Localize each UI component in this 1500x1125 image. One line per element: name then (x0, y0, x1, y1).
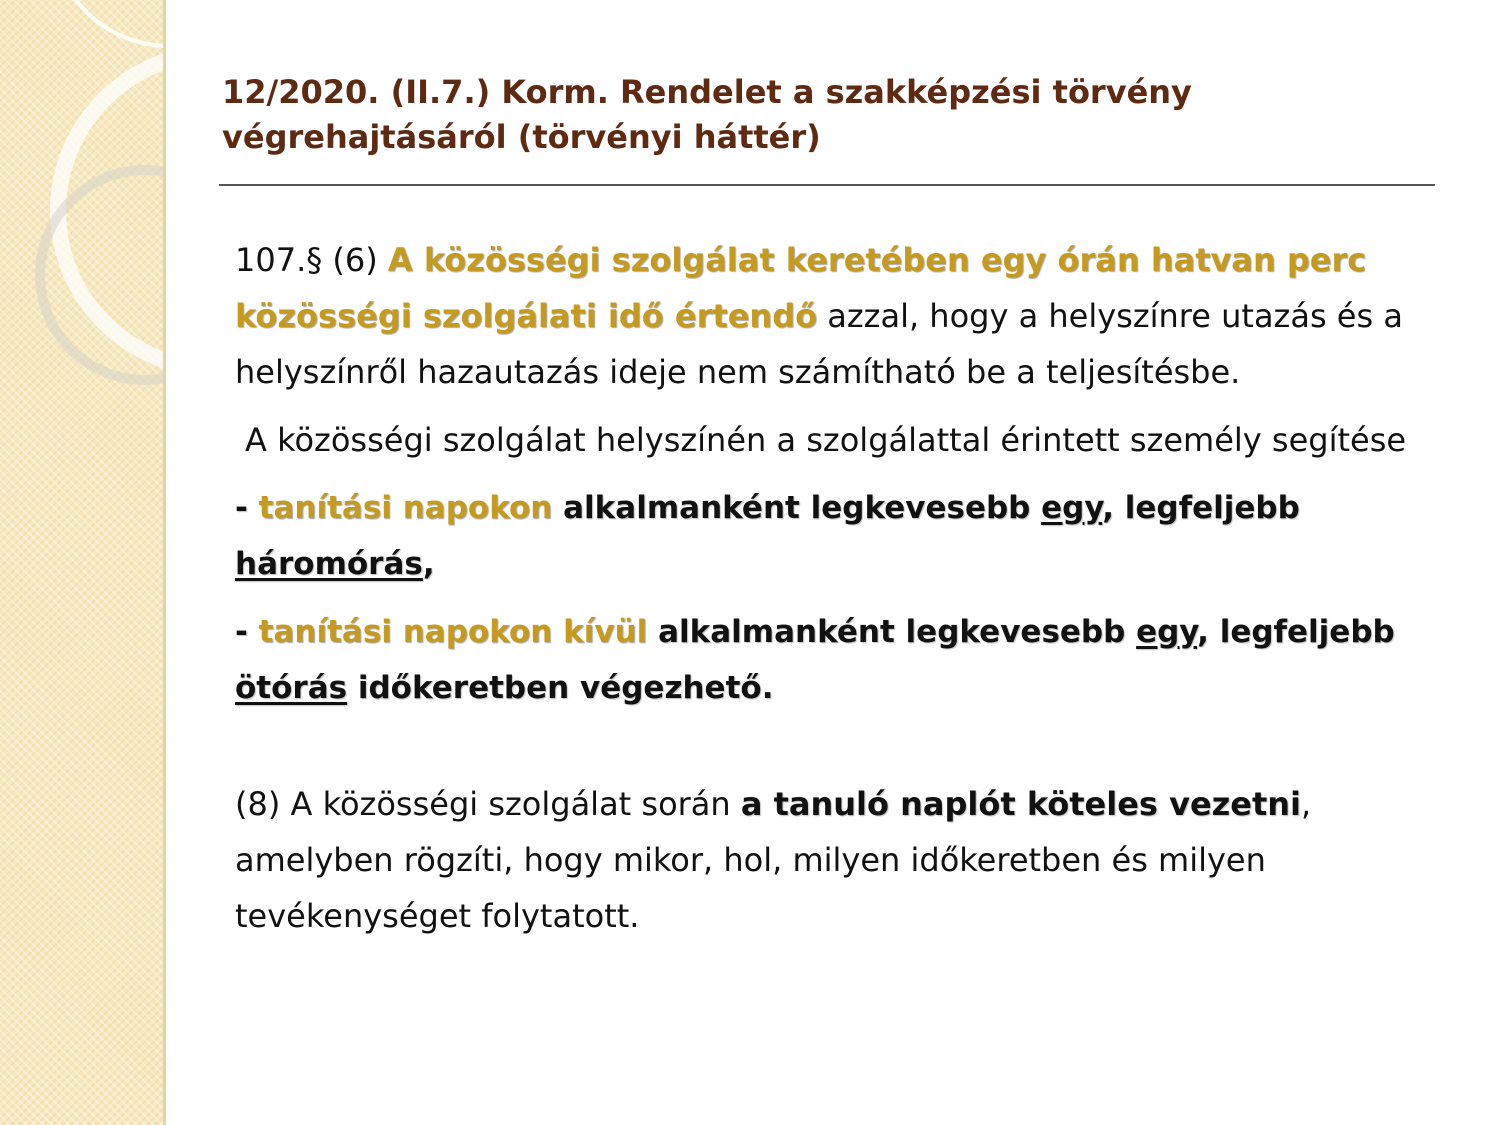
title-line-1: 12/2020. (II.7.) Korm. Rendelet a szakképzési törvény (222, 73, 1192, 111)
title-line-2: végrehajtásáról (törvényi háttér) (222, 118, 821, 156)
paragraph-8 (235, 776, 1430, 944)
bold-text: a tanuló naplót köteles vezetni (740, 785, 1302, 823)
bullet-dash: - (235, 490, 259, 526)
underlined-text: egy (1041, 490, 1103, 526)
bullet-text: alkalmanként legkevesebb (647, 614, 1137, 650)
underlined-text: ötórás (235, 670, 348, 706)
decorative-ring (50, 0, 165, 48)
title-divider (219, 184, 1435, 186)
slide-body (235, 232, 1430, 956)
bullet-text: alkalmanként legkevesebb (552, 490, 1042, 526)
sidebar-edge (163, 0, 166, 1125)
highlight-text: tanítási napokon (258, 490, 553, 526)
bullet-text: , (422, 546, 435, 582)
highlight-text: tanítási napokon kívül (258, 614, 648, 650)
bullet-dash: - (235, 614, 259, 650)
paragraph-prefix: 107.§ (6) (235, 241, 388, 279)
paragraph-helper (235, 412, 1430, 468)
paragraph-107-6 (235, 232, 1430, 400)
paragraph-text: A közösségi szolgálat helyszínén a szolgálattal érintett személy segítése (245, 421, 1407, 459)
highlight-text: A közösségi szolgálat keretében egy órán hatvan perc közösségi szolgálati idő értendő (235, 241, 1367, 335)
underlined-text: háromórás (235, 546, 423, 582)
spacer (235, 728, 1430, 776)
underlined-text: egy (1136, 614, 1198, 650)
paragraph-prefix: (8) A közösségi szolgálat során (235, 785, 741, 823)
bullet-text: , legfeljebb (1102, 490, 1300, 526)
decorative-sidebar (0, 0, 165, 1125)
paragraph-rest: azzal, hogy a helyszínre utazás és a helyszínről hazautazás ideje nem számítható be a teljesítésbe. (235, 297, 1403, 391)
slide-title (222, 70, 1402, 160)
paragraph-rest: , amelyben rögzíti, hogy mikor, hol, milyen időkeretben és milyen tevékenységet folytatott. (235, 785, 1312, 935)
bullet-school-days (235, 480, 1430, 592)
bullet-text: , legfeljebb (1197, 614, 1395, 650)
bullet-non-school-days (235, 604, 1430, 716)
bullet-text: időkeretben végezhető. (347, 670, 774, 706)
